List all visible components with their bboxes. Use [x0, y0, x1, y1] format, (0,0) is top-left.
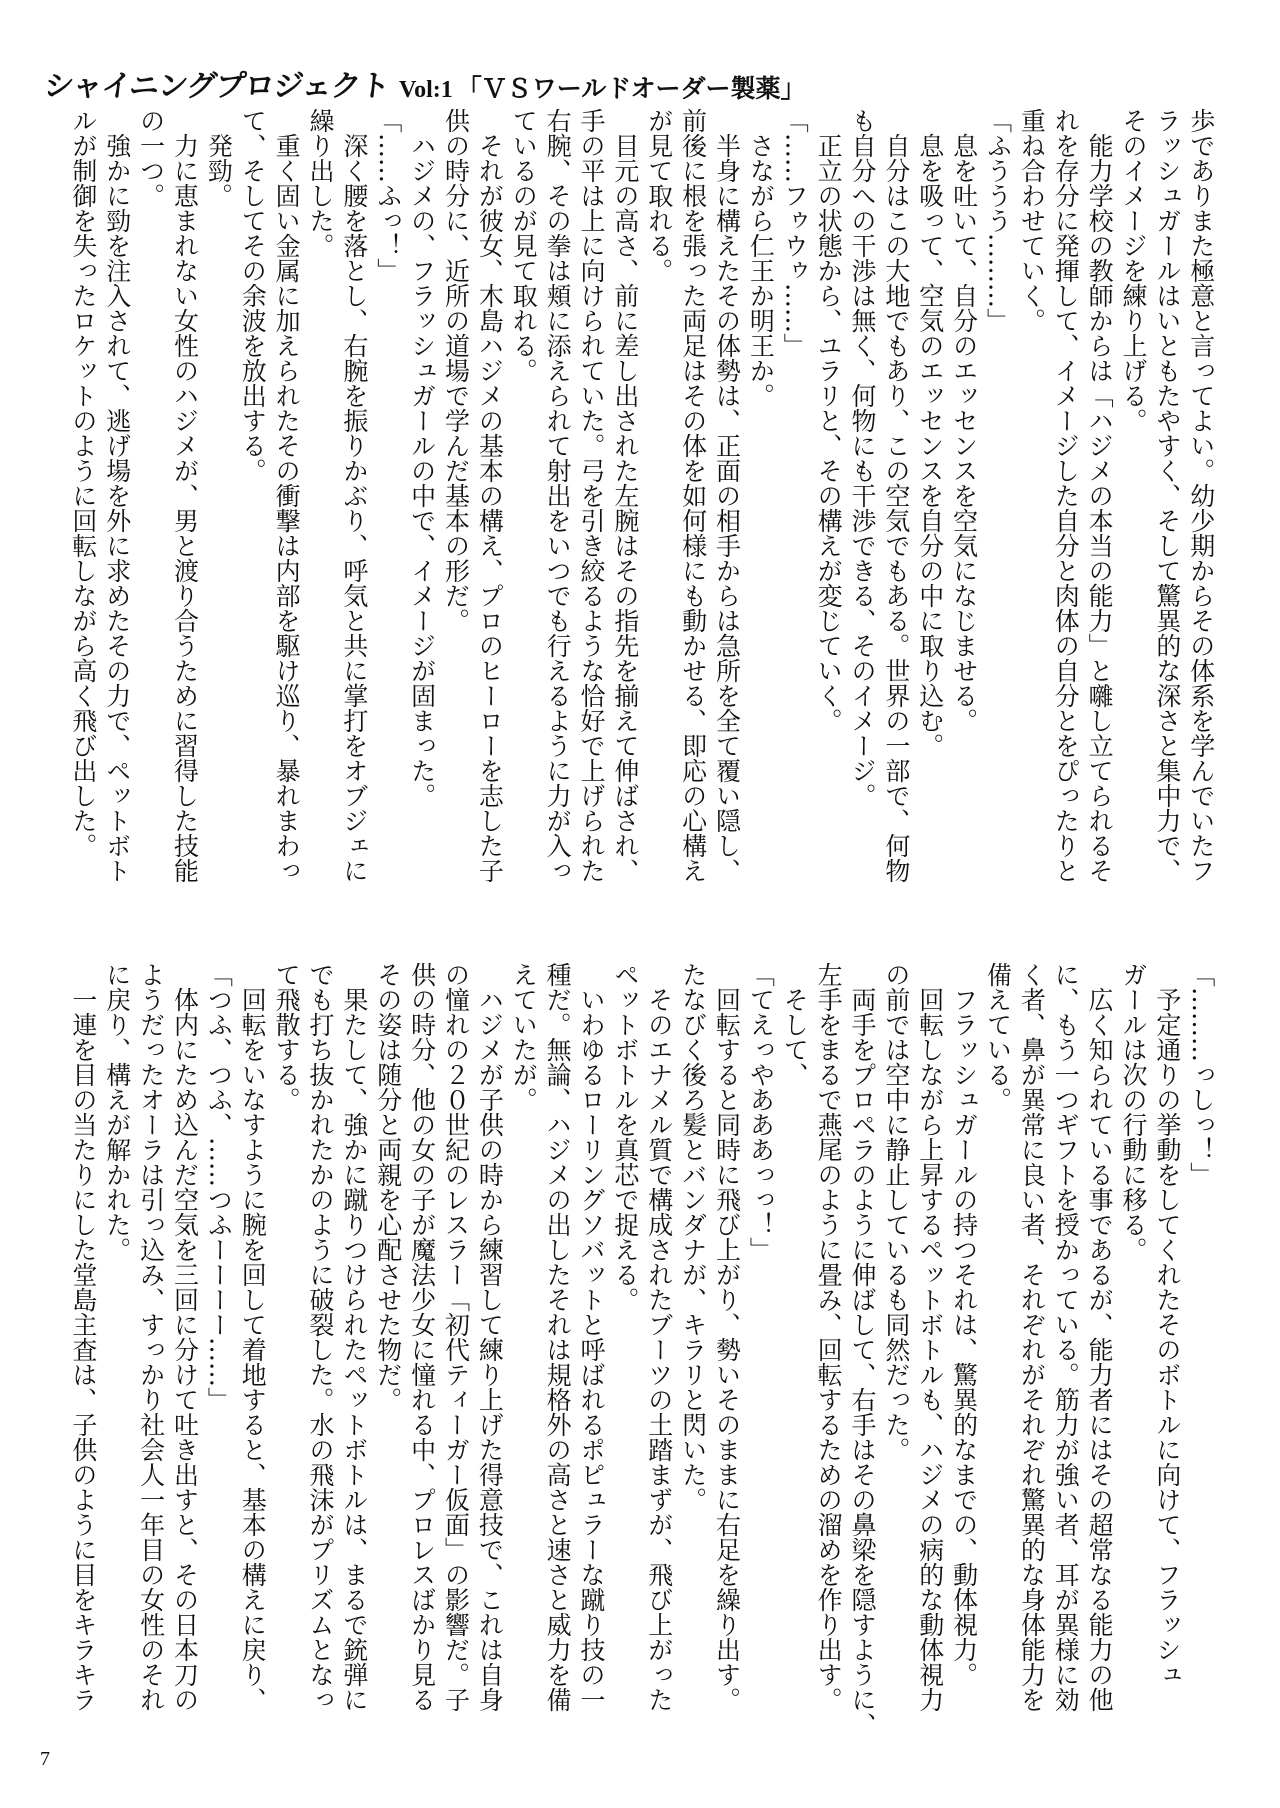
text-column: その姿は随分と両親を心配させた物だ。	[373, 962, 403, 1412]
text-column: に、もう一つギフトを授かっている。筋力が強い者、耳が異様に効	[1051, 962, 1081, 1712]
text-column: 「……ふっ！」	[373, 108, 403, 283]
text-column: 果たして、強かに蹴りつけられたペットボトルは、まるで銃弾に	[339, 962, 369, 1712]
page-header	[44, 52, 806, 102]
text-column: て飛散する。	[272, 962, 302, 1112]
text-column: それが彼女、木島ハジメの基本の構え、プロのヒーローを志した子	[475, 108, 505, 883]
text-column: ているのが見て取れる。	[509, 108, 539, 383]
text-column: 「……フゥウゥ……」	[780, 108, 810, 358]
text-column: 両手をプロペラのように伸ばして、右手はその鼻梁を隠すように、	[848, 962, 877, 1737]
text-column: 発勁。	[204, 108, 234, 208]
text-column: 前後に根を張った両足はその体を如何様にも動かせる、即応の心構え	[678, 108, 708, 883]
text-column: 繰り出した。	[306, 108, 335, 258]
text-column: 「てえっやあああっっ！」	[746, 962, 776, 1262]
text-column: ラッシュガールはいともたやすく、そして驚異的な深さと集中力で、	[1152, 108, 1182, 883]
text-column: さながら仁王か明王か。	[746, 108, 776, 408]
text-column: 広く知られている事であるが、能力者にはその超常なる能力の他	[1085, 962, 1115, 1712]
text-column: ルが制御を失ったロケットのように回転しながら高く飛び出した。	[68, 108, 98, 858]
text-column: 手の平は上に向けられていた。弓を引き絞るような恰好で上げられた	[577, 108, 606, 883]
text-column: 右腕、その拳は頬に添えられて射出をいつでも行えるように力が入っ	[543, 108, 573, 883]
text-column: ようだったオーラは引っ込み、すっかり社会人一年目の女性のそれ	[136, 962, 166, 1712]
text-column: 「ふううう………」	[983, 108, 1013, 333]
text-tier-bottom	[66, 962, 1218, 1770]
volume-label: Vol:1	[399, 77, 453, 103]
text-column: 供の時分、他の女の子が魔法少女に憧れる中、プロレスばかり見る	[407, 962, 437, 1712]
text-column: 正立の状態から、ユラリと、その構えが変じていく。	[814, 108, 844, 733]
text-column: 重ね合わせていく。	[1017, 108, 1047, 333]
text-column: 深く腰を落とし、右腕を振りかぶり、呼気と共に掌打をオブジェに	[339, 108, 369, 883]
text-column: 一連を目の当たりにした堂島主査は、子供のように目をキラキラ	[68, 962, 98, 1712]
text-column: 予定通りの挙動をしてくれたそのボトルに向けて、フラッシュ	[1152, 962, 1182, 1687]
series-title: シャイニングプロジェクト	[42, 69, 391, 104]
text-column: フラッシュガールの持つそれは、驚異的なまでの、動体視力。	[949, 962, 979, 1687]
text-column: く者、鼻が異常に良い者、それぞれがそれぞれ驚異的な身体能力を	[1017, 962, 1047, 1712]
text-column: 目元の高さ、前に差し出された左腕はその指先を揃えて伸ばされ、	[610, 108, 640, 883]
text-column: えていたが。	[509, 962, 539, 1112]
text-column: 種だ。無論、ハジメの出したそれは規格外の高さと速さと威力を備	[543, 962, 573, 1712]
text-column: ハジメが子供の時から練習して練り上げた得意技で、これは自身	[475, 962, 505, 1712]
text-column: て、そしてその余波を放出する。	[238, 108, 268, 483]
text-column: れを存分に発揮して、イメージした自分と肉体の自分とをぴったりと	[1051, 108, 1081, 883]
text-column: 息を吐いて、自分のエッセンスを空気になじませる。	[949, 108, 979, 733]
text-column: 供の時分に、近所の道場で学んだ基本の形だ。	[441, 108, 471, 633]
text-column: 息を吸って、空気のエッセンスを自分の中に取り込む。	[915, 108, 945, 758]
text-column: 歩でありまた極意と言ってよい。幼少期からその体系を学んでいたフ	[1186, 108, 1216, 883]
text-column: も自分への干渉は無く、何物にも干渉できる、そのイメージ。	[848, 108, 877, 808]
text-column: の一つ。	[136, 108, 166, 208]
text-column: そのエナメル質で構成されたブーツの土踏まずが、飛び上がった	[644, 962, 674, 1712]
episode-title: 「ＶＳワールドオーダー製薬」	[456, 76, 806, 103]
text-column: 「つふ、つふ、……つふーーーー……」	[204, 962, 234, 1412]
text-column: 強かに勁を注入されて、逃げ場を外に求めたその力で、ペットボト	[102, 108, 132, 883]
text-column: 回転をいなすように腕を回して着地すると、基本の構えに戻り、	[238, 962, 268, 1712]
text-column: の憧れの２０世紀のレスラー「初代ティーガー仮面」の影響だ。子	[441, 962, 471, 1712]
text-column: そして、	[780, 962, 810, 1087]
text-column: ペットボトルを真芯で捉える。	[610, 962, 640, 1312]
text-column: 重く固い金属に加えられたその衝撃は内部を駆け巡り、暴れまわっ	[272, 108, 302, 883]
text-column: 回転しながら上昇するペットボトルも、ハジメの病的な動体視力	[915, 962, 945, 1712]
text-column: 「………っしっ！」	[1186, 962, 1216, 1187]
text-column: 自分はこの大地でもあり、この空気でもある。世界の一部で、何物	[881, 108, 911, 883]
page-number: 7	[40, 1748, 50, 1770]
text-column: の前では空中に静止しているも同然だった。	[881, 962, 911, 1462]
text-column: ハジメの、フラッシュガールの中で、イメージが固まった。	[407, 108, 437, 808]
text-tier-top	[66, 108, 1218, 902]
text-column: 備えている。	[983, 962, 1013, 1112]
text-column: ガールは次の行動に移る。	[1119, 962, 1148, 1262]
text-column: いわゆるローリングソバットと呼ばれるポピュラーな蹴り技の一	[577, 962, 606, 1712]
text-column: に戻り、構えが解かれた。	[102, 962, 132, 1262]
text-column: そのイメージを練り上げる。	[1119, 108, 1148, 433]
text-column: たなびく後ろ髪とバンダナが、キラリと閃いた。	[678, 962, 708, 1512]
text-column: 力に恵まれない女性のハジメが、男と渡り合うために習得した技能	[170, 108, 200, 883]
text-column: 能力学校の教師からは「ハジメの本当の能力」と囃し立てられるそ	[1085, 108, 1115, 883]
text-column: 回転すると同時に飛び上がり、勢いそのままに右足を繰り出す。	[712, 962, 742, 1712]
text-column: 左手をまるで燕尾のように畳み、回転するための溜めを作り出す。	[814, 962, 844, 1712]
text-column: 体内にため込んだ空気を三回に分けて吐き出すと、その日本刀の	[170, 962, 200, 1712]
text-column: が見て取れる。	[644, 108, 674, 283]
text-column: でも打ち抜かれたかのように破裂した。水の飛沫がプリズムとなっ	[306, 962, 335, 1712]
text-column: 半身に構えたその体勢は、正面の相手からは急所を全て覆い隠し、	[712, 108, 742, 883]
